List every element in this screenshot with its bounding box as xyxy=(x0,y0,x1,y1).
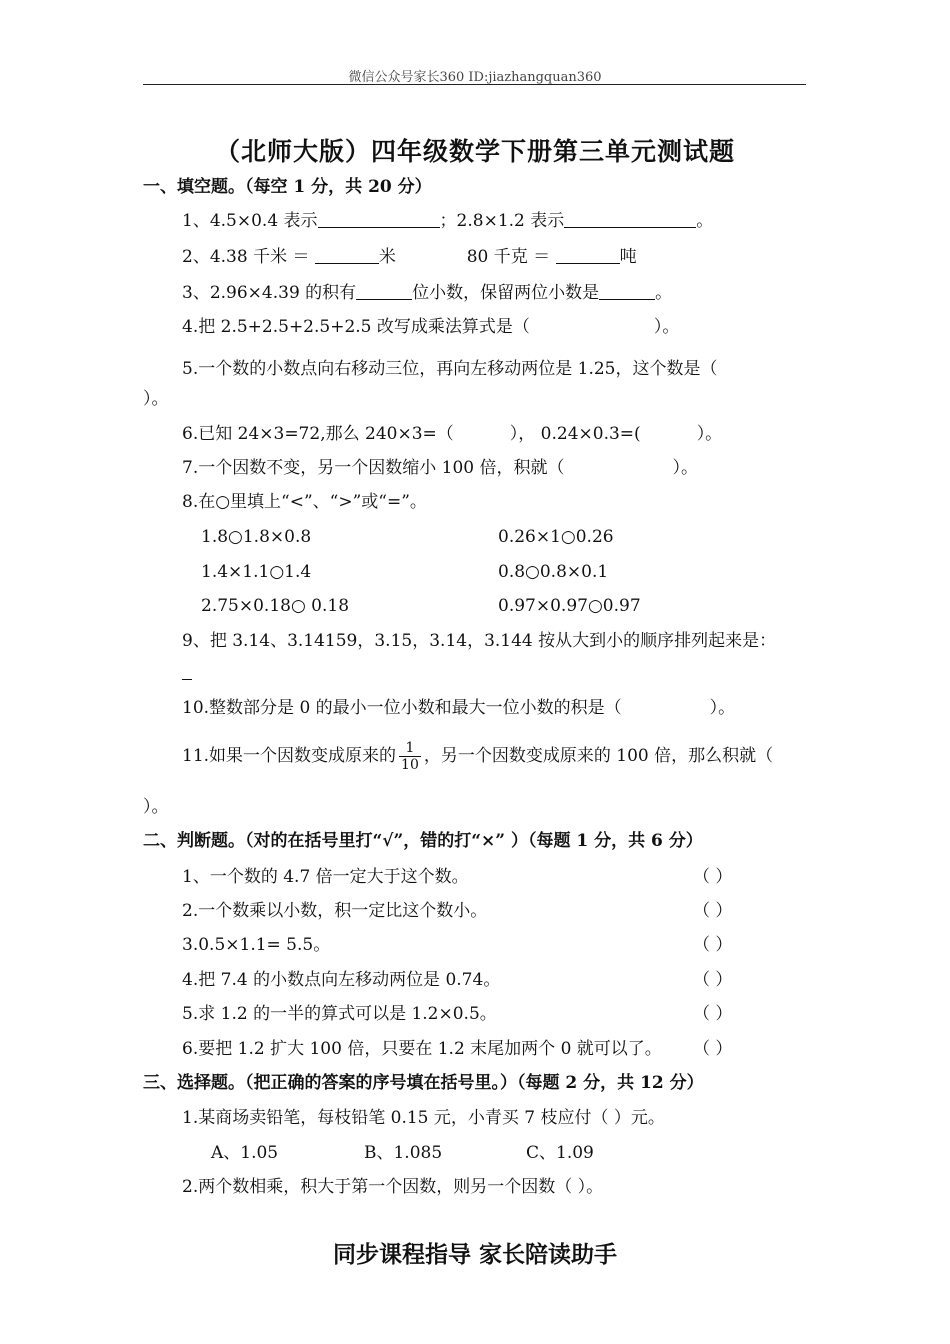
q1-8: 8.在○里填上“<”、“>”或“=”。 xyxy=(182,492,427,512)
fraction-denominator: 10 xyxy=(401,757,419,773)
q1-5-text-b: ）。 xyxy=(143,389,169,409)
judge-item-2: 2.一个数乘以小数，积一定比这个数小。 xyxy=(182,901,488,921)
judge-item-5: 5.求 1.2 的一半的算式可以是 1.2×0.5。 xyxy=(182,1004,497,1024)
fraction xyxy=(399,740,421,773)
judge-bracket-3[interactable]: （ ） xyxy=(693,935,733,955)
answer-blank[interactable] xyxy=(182,663,192,680)
judge-item-6: 6.要把 1.2 扩大 100 倍，只要在 1.2 末尾加两个 0 就可以了。 xyxy=(182,1039,662,1059)
answer-blank[interactable] xyxy=(315,247,379,264)
q1-3-text-b: 位小数，保留两位小数是 xyxy=(412,283,600,303)
q1-11-text-c: ）。 xyxy=(143,797,169,817)
compare-right-1: 0.26×1○0.26 xyxy=(498,527,614,547)
q1-3-text-a: 3、2.96×4.39 的积有 xyxy=(182,283,357,303)
judge-item-4: 4.把 7.4 的小数点向左移动两位是 0.74。 xyxy=(182,970,501,990)
choice-q1-option-c[interactable]: C、1.09 xyxy=(526,1143,594,1163)
q1-5-cont xyxy=(143,388,169,410)
q1-11 xyxy=(182,736,773,776)
q1-1-text-a: 1、4.5×0.4 表示 xyxy=(182,211,318,231)
q1-7-text-a: 7.一个因数不变，另一个因数缩小 100 倍，积就（ xyxy=(182,458,565,478)
q1-9-answer-line xyxy=(182,662,192,684)
judge-bracket-2[interactable]: （ ） xyxy=(693,901,733,921)
q1-11-text-b: ，另一个因数变成原来的 100 倍，那么积就（ xyxy=(423,746,774,766)
header-watermark: 微信公众号家长360 ID:jiazhangquan360 xyxy=(348,70,602,85)
q1-2-text-b: 米 xyxy=(378,247,396,267)
q1-10-text-a: 10.整数部分是 0 的最小一位小数和最大一位小数的积是（ xyxy=(182,698,622,718)
q1-10 xyxy=(182,697,735,719)
judge-bracket-4[interactable]: （ ） xyxy=(693,970,733,990)
q1-10-text-b: ）。 xyxy=(709,698,736,718)
q1-6-text-d: ）。 xyxy=(696,424,723,444)
q1-3-text-c: 。 xyxy=(655,283,673,303)
answer-blank[interactable] xyxy=(318,211,440,228)
q1-2-text-d: 吨 xyxy=(619,247,637,267)
section1-heading: 一、填空题。（每空 1 分，共 20 分） xyxy=(143,177,432,197)
q1-4 xyxy=(182,316,679,338)
choice-q1-option-a[interactable]: A、1.05 xyxy=(211,1143,279,1163)
q1-1-text-b: ；2.8×1.2 表示 xyxy=(439,211,565,231)
q1-5 xyxy=(182,351,810,387)
q1-6-text-b: ）， xyxy=(509,424,536,444)
header-rule xyxy=(143,84,806,85)
compare-left-1: 1.8○1.8×0.8 xyxy=(201,527,312,547)
compare-right-2: 0.8○0.8×0.1 xyxy=(498,562,609,582)
q1-3 xyxy=(182,282,672,304)
choice-q1: 1.某商场卖铅笔，每枝铅笔 0.15 元，小青买 7 枝应付（ ）元。 xyxy=(182,1108,665,1128)
judge-bracket-6[interactable]: （ ） xyxy=(693,1039,733,1059)
judge-bracket-1[interactable]: （ ） xyxy=(693,867,733,887)
q1-1-text-c: 。 xyxy=(696,211,714,231)
answer-blank[interactable] xyxy=(564,211,696,228)
compare-left-3: 2.75×0.18○ 0.18 xyxy=(201,596,350,616)
q1-2-text-c: 80 千克 ＝ xyxy=(466,247,551,267)
judge-bracket-5[interactable]: （ ） xyxy=(693,1004,733,1024)
q1-4-text-a: 4.把 2.5+2.5+2.5+2.5 改写成乘法算式是（ xyxy=(182,317,530,337)
judge-item-3: 3.0.5×1.1= 5.5。 xyxy=(182,935,331,955)
page-title: （北师大版）四年级数学下册第三单元测试题 xyxy=(214,137,735,166)
q1-6-text-a: 6.已知 24×3=72,那么 240×3=（ xyxy=(182,424,454,444)
answer-blank[interactable] xyxy=(556,247,620,264)
q1-7 xyxy=(182,457,698,479)
choice-q1-option-b[interactable]: B、1.085 xyxy=(364,1143,443,1163)
q1-1 xyxy=(182,210,713,232)
q1-11-text-a: 11.如果一个因数变成原来的 xyxy=(182,746,397,766)
choice-q2: 2.两个数相乘，积大于第一个因数，则另一个因数（ ）。 xyxy=(182,1177,604,1197)
q1-2 xyxy=(182,246,637,268)
footer-slogan: 同步课程指导 家长陪读助手 xyxy=(332,1241,617,1268)
compare-right-3: 0.97×0.97○0.97 xyxy=(498,596,641,616)
answer-blank[interactable] xyxy=(599,283,655,300)
fraction-numerator: 1 xyxy=(399,740,421,757)
judge-item-1: 1、一个数的 4.7 倍一定大于这个数。 xyxy=(182,867,469,887)
q1-11-cont xyxy=(143,796,169,818)
answer-blank[interactable] xyxy=(356,283,412,300)
q1-6 xyxy=(182,423,722,445)
q1-4-text-b: ）。 xyxy=(653,317,680,337)
q1-6-text-c: 0.24×0.3=( xyxy=(540,424,641,444)
q1-7-text-b: ）。 xyxy=(672,458,698,478)
section3-heading: 三、选择题。（把正确的答案的序号填在括号里。）（每题 2 分，共 12 分） xyxy=(143,1073,704,1093)
compare-left-2: 1.4×1.1○1.4 xyxy=(201,562,312,582)
section2-heading: 二、判断题。（对的在括号里打“√”，错的打“×” ）（每题 1 分，共 6 分） xyxy=(143,831,703,851)
q1-9: 9、把 3.14、3.14159，3.15，3.14，3.144 按从大到小的顺序排列起来是： xyxy=(182,631,777,651)
q1-5-text-a: 5.一个数的小数点向右移动三位，再向左移动两位是 1.25，这个数是（ xyxy=(182,359,718,379)
q1-2-text-a: 2、4.38 千米 ＝ xyxy=(182,247,310,267)
